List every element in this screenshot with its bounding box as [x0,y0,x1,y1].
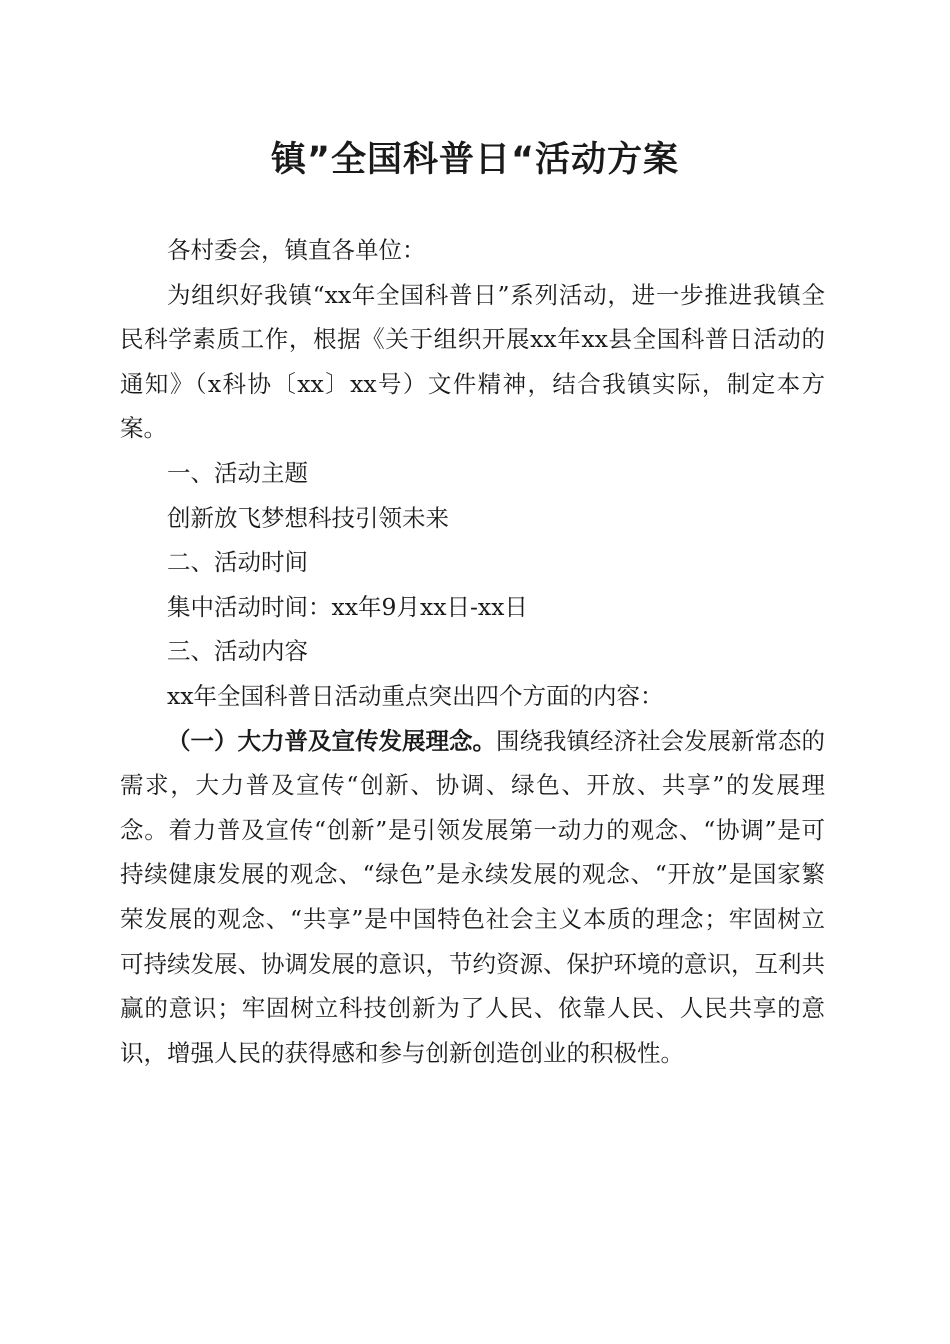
section-text-time: 集中活动时间：xx年9月xx日-xx日 [167,592,528,621]
subsection-paragraph [120,719,825,1076]
intro-paragraph: 为组织好我镇“xx年全国科普日”系列活动，进一步推进我镇全民科学素质工作，根据《关于组织开展xx年xx县全国科普日活动的通知》（x科协〔xx〕xx号）文件精神，结合我镇实际，制定本方案。 [120,280,825,443]
salutation: 各村委会，镇直各单位： [167,236,426,264]
document-title: 镇”全国科普日“活动方案 [270,140,679,180]
document-body [120,228,825,1075]
section-heading-time: 二、活动时间 [167,548,308,577]
section-heading-content: 三、活动内容 [167,637,308,666]
subsection-text: 围绕我镇经济社会发展新常态的需求，大力普及宣传“创新、协调、绿色、开放、共享”的发展理念。着力普及宣传“创新”是引领发展第一动力的观念、“协调”是可持续健康发展的观念、“绿色”是永续发展的观念、“开放”是国家繁荣发展的观念、“共享”是中国特色社会主义本质的理念；牢固树立可持续发展、协调发展的意识，节约资源、保护环境的意识，互利共赢的意识；牢固树立科技创新为了人民、依靠人民、人民共享的意识，增强人民的获得感和参与创新创造创业的积极性。 [120,726,825,1067]
section-text-theme: 创新放飞梦想科技引领未来 [167,503,449,532]
section-heading-theme: 一、活动主题 [167,458,308,487]
section-text-content: xx年全国科普日活动重点突出四个方面的内容： [167,681,664,710]
subsection-lead: （一）大力普及宣传发展理念。 [167,726,496,755]
